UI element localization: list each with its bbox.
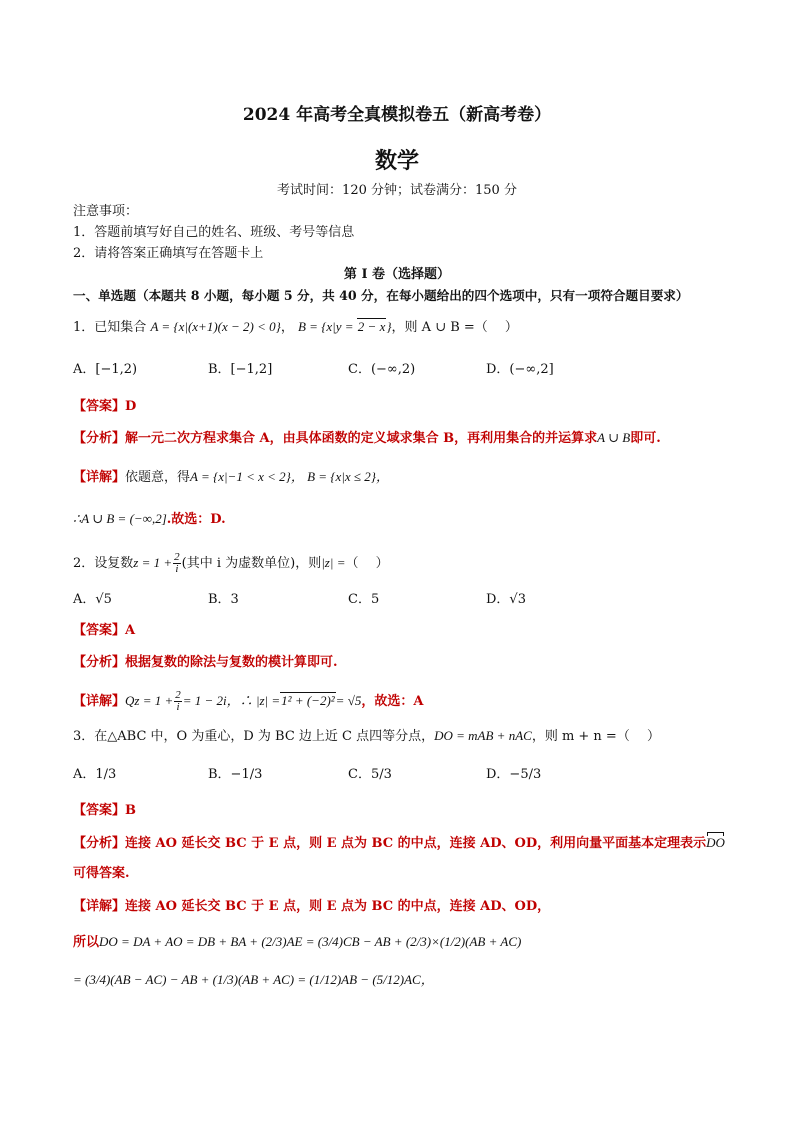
answer-value: B: [125, 803, 137, 818]
question-number: 1．: [73, 320, 95, 335]
question-number: 3．: [73, 729, 95, 744]
option-c: C．5/3: [348, 767, 392, 782]
option-c: C．(−∞,2): [348, 362, 416, 377]
option-b: B．[−1,2]: [208, 362, 273, 377]
conclusion-line: ∴A ∪ B = (−∞,2].故选：D.: [73, 511, 226, 527]
notice-item: 2．请将答案正确填写在答题卡上: [73, 246, 264, 261]
analysis-line: 【分析】解一元二次方程求集合 A，由具体函数的定义域求集合 B，再利用集合的并运算求A ∪ B即可.: [73, 430, 661, 446]
answer-value: D: [125, 399, 137, 414]
analysis-line: 【分析】连接 AO 延长交 BC 于 E 点，则 E 点为 BC 的中点，连接 AD、OD，利用向量平面基本定理表示DO: [73, 835, 725, 851]
answer-line: 【答案】A: [73, 623, 136, 638]
option-a: A．1/3: [73, 767, 117, 782]
answer-line: 【答案】B: [73, 803, 137, 818]
set-a: A = {x|(x+1)(x − 2) < 0}: [150, 319, 281, 334]
notice-item: 1．答题前填写好自己的姓名、班级、考号等信息: [73, 225, 355, 240]
question-2-stem: 2．设复数z = 1 + $\frac{2}{i}$ (其中 i 为虚数单位)，则|z| =（ ）: [73, 551, 389, 575]
option-d: D．√3: [486, 592, 526, 607]
analysis-continuation: 可得答案.: [73, 866, 130, 881]
answer-line: 【答案】D: [73, 399, 137, 414]
question-number: 2．: [73, 556, 95, 571]
option-c: C．5: [348, 592, 380, 607]
question-1-stem: 1．已知集合 A = {x|(x+1)(x − 2) < 0}， B = {x|y = 2 − x}，则 A ∪ B =（ ）: [73, 319, 518, 335]
answer-value: A: [125, 623, 136, 638]
section-instructions: 一、单选题（本题共 8 小题，每小题 5 分，共 40 分，在每小题给出的四个选项中，只有一项符合题目要求）: [73, 288, 689, 303]
detail-step-2: = (3/4)(AB − AC) − AB + (1/3)(AB + AC) = (1/12)AB − (5/12)AC，: [73, 972, 434, 987]
section-title: 第 I 卷（选择题）: [343, 267, 451, 282]
option-b: B．3: [208, 592, 239, 607]
detail-line: 【详解】连接 AO 延长交 BC 于 E 点，则 E 点为 BC 的中点，连接 AD、OD，: [73, 899, 551, 914]
option-d: D．−5/3: [486, 767, 542, 782]
option-a: A．[−1,2): [73, 362, 138, 377]
set-b: B = {x|y = 2 − x}: [297, 319, 392, 334]
detail-step-1: 所以DO = DA + AO = DB + BA + (2/3)AE = (3/4)CB − AB + (2/3)×(1/2)(AB + AC): [73, 934, 522, 950]
option-d: D．(−∞,2]: [486, 362, 554, 377]
page-title: 2024 年高考全真模拟卷五（新高考卷）: [242, 105, 552, 125]
vector-equation: DO = mAB + nAC: [434, 728, 532, 743]
analysis-line: 【分析】根据复数的除法与复数的模计算即可.: [73, 655, 338, 670]
option-a: A．√5: [73, 592, 112, 607]
detail-line: 【详解】依题意，得A = {x|−1 < x < 2}， B = {x|x ≤ 2}，: [73, 469, 389, 485]
exam-info: 考试时间：120 分钟；试卷满分：150 分: [277, 183, 517, 198]
subject-title: 数学: [374, 148, 419, 174]
detail-line: 【详解】Qz = 1 + $\frac{2}{i}$ = 1 − 2i，∴ |z| =1² + (−2)²= √5，故选：A: [73, 689, 424, 713]
notice-heading: 注意事项：: [73, 204, 139, 219]
option-b: B．−1/3: [208, 767, 263, 782]
question-3-stem: 3．在△ABC 中，O 为重心，D 为 BC 边上近 C 点四等分点，DO = mAB + nAC，则 m + n =（ ）: [73, 728, 660, 744]
